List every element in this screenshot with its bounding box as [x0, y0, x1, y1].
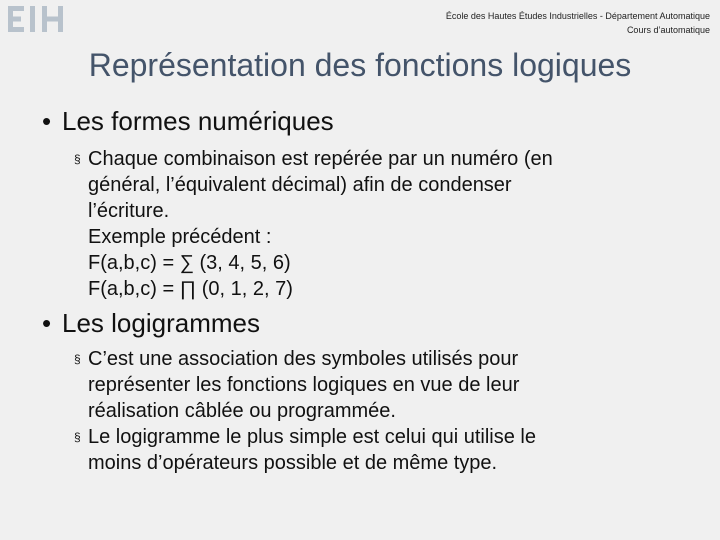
section-heading-logigrams: • Les logigrammes — [42, 308, 260, 338]
bullet-dot-icon: • — [42, 106, 52, 136]
course-header — [446, 9, 710, 37]
list-item: § Chaque combinaison est repérée par un numéro (en général, l’équivalent décimal) afin de condenser l’écriture. Exemple précédent : F(a,b,c) = ∑ (3, 4, 5, 6) F(a,b,c) = ∏ (0, 1, 2, 7) — [74, 148, 553, 300]
list-item: § C’est une association des symboles utilisés pour représenter les fonctions logiques en vue de leur réalisation câblée ou programmée. — [74, 348, 520, 422]
square-bullet-icon: § — [74, 152, 81, 166]
slide-title: Représentation des fonctions logiques — [88, 47, 632, 83]
section-logigrams-body — [74, 346, 536, 476]
section-numeric-body — [74, 146, 553, 302]
eih-logo-icon — [6, 4, 66, 34]
list-item: § Le logigramme le plus simple est celui qui utilise le moins d’opérateurs possible et de même type. — [74, 426, 536, 474]
square-bullet-icon: § — [74, 352, 81, 366]
bullet-dot-icon: • — [42, 308, 52, 338]
header-school: École des Hautes Études Industrielles - Département Automatique — [445, 11, 710, 21]
section-heading-numeric: • Les formes numériques — [42, 106, 334, 136]
header-course: Cours d’automatique — [626, 25, 710, 35]
square-bullet-icon: § — [74, 430, 81, 444]
